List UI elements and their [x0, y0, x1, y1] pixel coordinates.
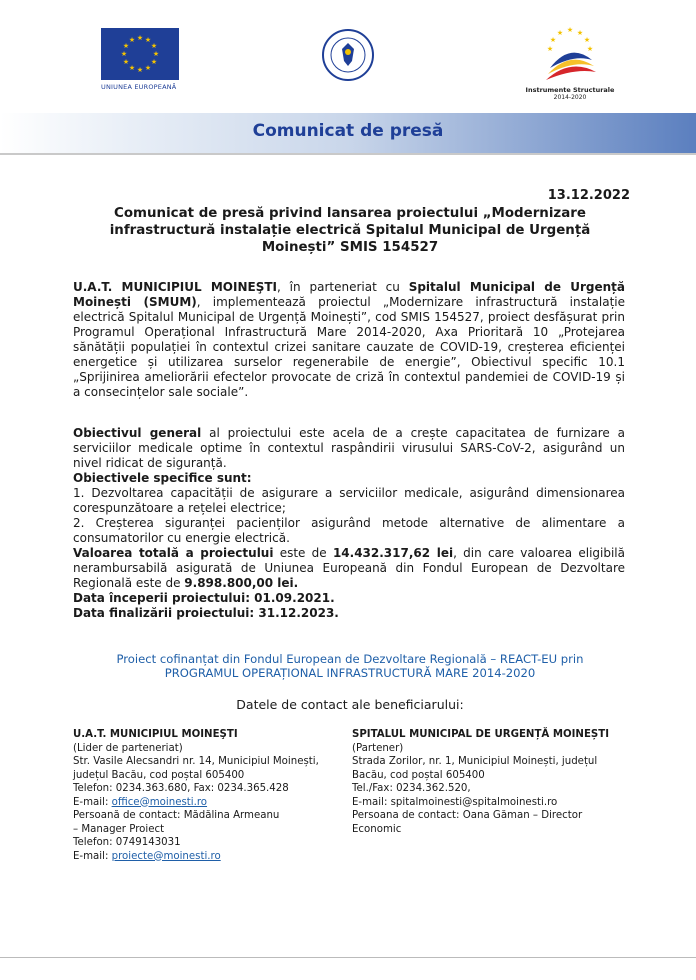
contact-email-row [73, 796, 331, 810]
contact-phone: Telefon: 0234.363.680, Fax: 0234.365.428 [73, 783, 289, 794]
contact-role: (Lider de parteneriat) [73, 742, 183, 754]
contact-person: Persoană de contact: Mădălina Armeanu [73, 810, 280, 821]
svg-text:★: ★ [546, 45, 554, 53]
svg-text:★: ★ [583, 36, 591, 44]
intro-paragraph [73, 280, 625, 400]
banner-title: Comunicat de presă [252, 121, 444, 141]
partner-name: Spitalul Municipal de Urgență Moinești (SMUM) [73, 280, 625, 309]
contact-address: județul Bacău, cod poștal 605400 [73, 769, 245, 781]
contact-address: Bacău, cod poștal 605400 [352, 769, 485, 781]
office-email-link[interactable]: office@moinesti.ro [111, 796, 208, 808]
value-text: este de [273, 546, 333, 560]
value-total: 14.432.317,62 lei [332, 546, 454, 560]
beneficiary-name: U.A.T. MUNICIPIUL MOINEŞTI [73, 280, 277, 294]
objective-item: 2. Creșterea siguranței pacienților asigurând metode alternative de alimentare a consumatorilor cu energie electrică. [73, 516, 625, 545]
contact-heading: Datele de contact ale beneficiarului: [236, 697, 464, 712]
funding-note [80, 652, 620, 680]
headline-line: Moinești” SMIS 154527 [261, 240, 439, 255]
contact-role: (Partener) [352, 742, 404, 754]
structural-instruments-caption: Instrumente Structurale [525, 86, 615, 94]
contact-beneficiary [73, 728, 331, 863]
contact-address: Strada Zorilor, nr. 1, Municipiul Moinești, județul [352, 756, 598, 767]
structural-instruments-years: 2014-2020 [553, 94, 587, 101]
eu-logo [101, 28, 181, 91]
svg-text:★: ★ [128, 64, 136, 72]
project-value [73, 546, 625, 591]
contact-email: E-mail: spitalmoinesti@spitalmoinesti.ro [352, 796, 558, 808]
svg-text:★: ★ [152, 50, 160, 58]
contact-person-role: – Manager Proiect [73, 823, 165, 835]
headline-line: Comunicat de presă privind lansarea proiectului „Modernizare [114, 206, 586, 221]
release-date: 13.12.2022 [547, 188, 630, 203]
contact-partner [352, 728, 614, 836]
project-details [73, 426, 625, 621]
funding-line: PROGRAMUL OPERAȚIONAL INFRASTRUCTURĂ MARE 2014-2020 [164, 666, 536, 680]
contact-name: U.A.T. MUNICIPIUL MOINEŞTI [73, 729, 238, 740]
intro-text: , în parteneriat cu [277, 280, 409, 294]
government-seal-icon [321, 28, 375, 82]
specific-objectives-heading: Obiectivele specifice sunt: [73, 471, 252, 485]
email-label: E-mail: [73, 850, 112, 862]
general-objective [73, 426, 625, 471]
funding-line: Proiect cofinanțat din Fondul European de Dezvoltare Regională – REACT-EU prin [116, 652, 584, 666]
svg-text:★: ★ [128, 36, 136, 44]
structural-instruments-icon [540, 24, 600, 82]
svg-text:★: ★ [549, 36, 557, 44]
general-objective-text: al proiectului este acela de a crește capacitatea de furnizare a serviciilor medicale optime în contextul raspândirii virusului SARS-CoV-2, asigurând un nivel ridicat de siguranță. [73, 426, 626, 470]
headline-line: infrastructură instalație electrică Spitalul Municipal de Urgență [109, 223, 591, 238]
svg-text:★: ★ [136, 34, 144, 42]
eu-caption: UNIUNEA EUROPEANĂ [101, 83, 177, 91]
contact-address: Str. Vasile Alecsandri nr. 14, Municipiul Moinești, [73, 756, 319, 767]
contact-phone: Tel./Fax: 0234.362.520, [352, 783, 471, 794]
email-label: E-mail: [73, 796, 112, 808]
intro-text: , implementează proiectul „Modernizare infrastructură instalație electrică Spitalul Municipal de Urgență Moinești”, cod SMIS 154527, proiect desfășurat prin Programul Operațional Infrastructură Mare 2014-2020, Axa Prioritară 10 „Protejarea sănătății populației în contextul crizei sanitare cauzate de COVID-19, creșterea eficienței energetice și utilizarea surselor regenerabile de energie”, Obiectivul specific 10.1 „Sprijinirea ameliorării efectelor provocate de criză în contextul pandemiei de COVID-19 și a consecințelor sale sociale”. [73, 295, 625, 399]
footer-divider [0, 957, 696, 958]
svg-text:★: ★ [576, 29, 584, 37]
headline [80, 205, 620, 256]
svg-text:★: ★ [122, 42, 130, 50]
svg-text:★: ★ [122, 58, 130, 66]
end-date [73, 606, 625, 621]
contact-email-row [73, 850, 331, 864]
start-date [73, 591, 625, 606]
svg-text:★: ★ [144, 36, 152, 44]
svg-text:★: ★ [150, 42, 158, 50]
objective-item: 1. Dezvoltarea capacității de asigurare a serviciilor medicale, asigurând dimensionarea corespunzătoare a rețelei electrice; [73, 486, 625, 515]
eu-flag-icon [101, 28, 179, 80]
value-text: , din care valoarea eligibilă nerambursabilă asigurată de Uniunea Europeană din Fondul European de Dezvoltare Regională este de [73, 546, 625, 590]
general-objective-label: Obiectivul general [73, 426, 202, 440]
svg-text:★: ★ [150, 58, 158, 66]
banner-divider [0, 153, 696, 155]
svg-text:★: ★ [586, 45, 594, 53]
value-label: Valoarea totală a proiectului [73, 546, 274, 560]
contact-phone: Telefon: 0749143031 [73, 837, 181, 848]
contact-person: Persoana de contact: Oana Găman – Director [352, 810, 583, 821]
project-email-link[interactable]: proiecte@moinesti.ro [111, 850, 221, 862]
svg-text:★: ★ [120, 50, 128, 58]
specific-objectives-label [73, 471, 625, 486]
structural-instruments-logo [520, 24, 620, 102]
svg-text:★: ★ [556, 29, 564, 37]
svg-text:★: ★ [136, 66, 144, 74]
value-eligible: 9.898.800,00 lei. [184, 576, 299, 590]
contact-person-role: Economic [352, 823, 402, 835]
start-date-text: Data începerii proiectului: 01.09.2021. [73, 591, 335, 605]
svg-text:★: ★ [144, 64, 152, 72]
contact-name: SPITALUL MUNICIPAL DE URGENȚĂ MOINEȘTI [352, 729, 609, 740]
svg-text:★: ★ [566, 26, 574, 34]
end-date-text: Data finalizării proiectului: 31.12.2023. [73, 606, 339, 620]
